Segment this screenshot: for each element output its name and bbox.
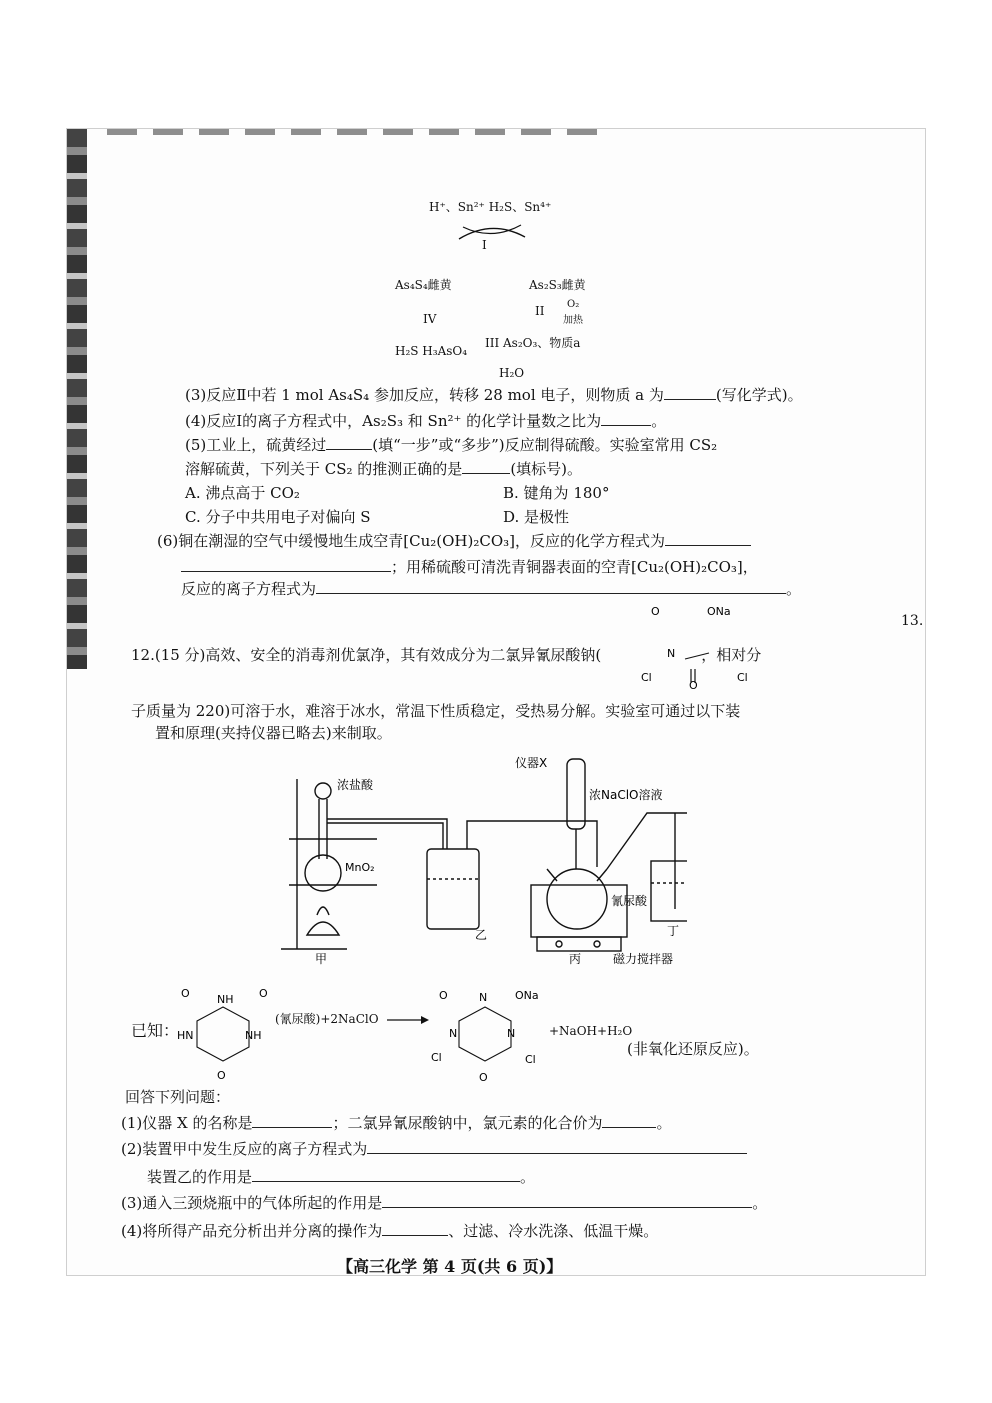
svg-text:NH: NH (217, 993, 234, 1006)
answer-blank[interactable] (382, 1193, 752, 1208)
beaker-ding (651, 861, 687, 921)
scheme-step1: I (482, 238, 487, 252)
scheme-step2: II (535, 304, 545, 318)
answers-header: 回答下列问题： (125, 1088, 231, 1106)
svg-text:O: O (689, 679, 698, 689)
answer-blank[interactable] (252, 1113, 332, 1128)
label-naclo: 浓NaClO溶液 (589, 788, 663, 802)
label-instrument-x: 仪器X (515, 756, 548, 770)
constant-pressure-funnel-x (567, 759, 585, 829)
q12-line1: 12.(15 分)高效、安全的消毒剂优氯净，其有效成分为二氯异氰尿酸钠( ，相对分 (131, 646, 762, 664)
svg-text:O: O (259, 987, 268, 1000)
scan-top-noise (107, 129, 607, 135)
svg-text:N: N (449, 1027, 458, 1040)
q11-line7: ；用稀硫酸可清洗青铜器表面的空青[Cu₂(OH)₂CO₃]， (181, 557, 758, 577)
scheme-right-species: As₂S₃雌黄 (529, 278, 586, 292)
known-reagent: (氰尿酸)+2NaClO (275, 1012, 379, 1026)
page-footer: 【高三化学 第 4 页(共 6 页)】 (337, 1257, 563, 1276)
svg-text:O: O (439, 989, 448, 1002)
label-conc-hcl: 浓盐酸 (337, 778, 374, 792)
svg-text:HN: HN (177, 1029, 194, 1042)
svg-text:Cl: Cl (737, 671, 748, 684)
dropping-funnel-top (315, 783, 331, 799)
apparatus-diagram (267, 749, 687, 969)
svg-text:NH: NH (245, 1029, 262, 1042)
label-cyanuric: 氰尿酸 (611, 894, 648, 908)
q11-option-c: C. 分子中共用电子对偏向 S (185, 508, 371, 526)
scheme-curve-arrow (457, 219, 527, 249)
inline-structure-dichloroisocyanurate (637, 599, 767, 689)
q11-line1: (3)反应Ⅱ中若 1 mol As₄S₄ 参加反应，转移 28 mol 电子，则物质 a 为 (写化学式)。 (185, 386, 803, 404)
answer-q2: (2)装置甲中发生反应的离子方程式为 (121, 1139, 747, 1159)
answer-blank[interactable] (181, 557, 391, 572)
three-neck-flask (547, 869, 607, 929)
cyanuric-acid-structure (175, 981, 275, 1081)
known-note: (非氧化还原反应)。 (627, 1040, 759, 1058)
alcohol-lamp (307, 922, 339, 935)
answer-blank[interactable] (664, 385, 716, 400)
q11-line8: 反应的离子方程式为 。 (181, 580, 802, 598)
dichloroisocyanurate-structure (429, 981, 549, 1085)
label-ding: 丁 (667, 924, 680, 938)
scheme-bottom-left: H₂S H₃AsO₄ (395, 344, 468, 358)
answer-blank[interactable] (316, 579, 786, 594)
scan-edge-shadow (67, 129, 87, 669)
known-products: +NaOH+H₂O (549, 1024, 633, 1038)
answer-q4: (4)将所得产品充分析出并分离的操作为 、过滤、冷水洗涤、低温干燥。 (121, 1222, 659, 1240)
answer-blank[interactable] (382, 1221, 448, 1236)
magnetic-stirrer (537, 937, 621, 951)
svg-text:Cl: Cl (641, 671, 652, 684)
q12-line3: 置和原理(夹持仪器已略去)来制取。 (155, 724, 392, 742)
svg-text:N: N (479, 991, 488, 1004)
scheme-bottom-mid: As₂O₃、物质a (503, 336, 581, 350)
known-prefix: 已知： (131, 1021, 180, 1040)
scheme-top: H⁺、Sn²⁺ H₂S、Sn⁴⁺ (429, 200, 552, 214)
q11-option-a: A. 沸点高于 CO₂ (185, 484, 300, 502)
answer-blank[interactable] (252, 1167, 520, 1182)
label-mno2: MnO₂ (345, 861, 375, 874)
q11-line2: (4)反应Ⅰ的离子方程式中，As₂S₃ 和 Sn²⁺ 的化学计量数之比为 。 (185, 412, 667, 430)
label-bing: 丙 (569, 952, 582, 966)
svg-text:ONa: ONa (515, 989, 539, 1002)
svg-text:Cl: Cl (525, 1053, 536, 1066)
scheme-o2: O₂ (567, 299, 580, 310)
q12-line2: 子质量为 220)可溶于水，难溶于冰水，常温下性质稳定，受热易分解。实验室可通过以下装 (131, 702, 741, 720)
q11-option-b: B. 键角为 180° (503, 484, 610, 502)
scheme-step3: III (485, 336, 500, 350)
svg-text:O: O (181, 987, 190, 1000)
reaction-arrow (385, 1013, 431, 1027)
label-jia: 甲 (315, 952, 328, 966)
wash-bottle-yi (427, 849, 479, 929)
scheme-left-species: As₄S₄雌黄 (395, 278, 452, 292)
answer-q1: (1)仪器 X 的名称是 ；二氯异氰尿酸钠中，氯元素的化合价为 。 (121, 1114, 672, 1132)
label-stirrer: 磁力搅拌器 (613, 952, 674, 966)
answer-q2-part2: 装置乙的作用是 。 (147, 1168, 536, 1186)
answer-q3: (3)通入三颈烧瓶中的气体所起的作用是 。 (121, 1194, 768, 1212)
answer-blank[interactable] (462, 459, 510, 474)
exam-page (66, 128, 926, 1276)
svg-text:N: N (667, 647, 676, 660)
answer-blank[interactable] (326, 435, 372, 450)
q11-line6: (6)铜在潮湿的空气中缓慢地生成空青[Cu₂(OH)₂CO₃]，反应的化学方程式为 (157, 531, 751, 551)
svg-text:O: O (651, 605, 660, 618)
svg-text:ONa: ONa (707, 605, 731, 618)
scheme-water: H₂O (499, 366, 525, 380)
answer-blank[interactable] (367, 1139, 747, 1154)
label-yi: 乙 (475, 928, 488, 942)
scheme-heat: 加热 (563, 315, 583, 326)
q11-line3: (5)工业上，硫黄经过 (填“一步”或“多步”)反应制得硫酸。实验室常用 CS₂ (185, 436, 718, 454)
answer-blank[interactable] (602, 1113, 656, 1128)
answer-blank[interactable] (601, 411, 651, 426)
q11-line4: 溶解硫黄，下列关于 CS₂ 的推测正确的是 (填标号)。 (185, 460, 583, 478)
scheme-step4: IV (423, 312, 437, 326)
svg-text:N: N (507, 1027, 516, 1040)
svg-text:O: O (479, 1071, 488, 1084)
svg-text:O: O (217, 1069, 226, 1081)
svg-text:Cl: Cl (431, 1051, 442, 1064)
side-question-number: 13. (901, 613, 924, 629)
q11-option-d: D. 是极性 (503, 508, 570, 526)
answer-blank[interactable] (665, 531, 751, 546)
